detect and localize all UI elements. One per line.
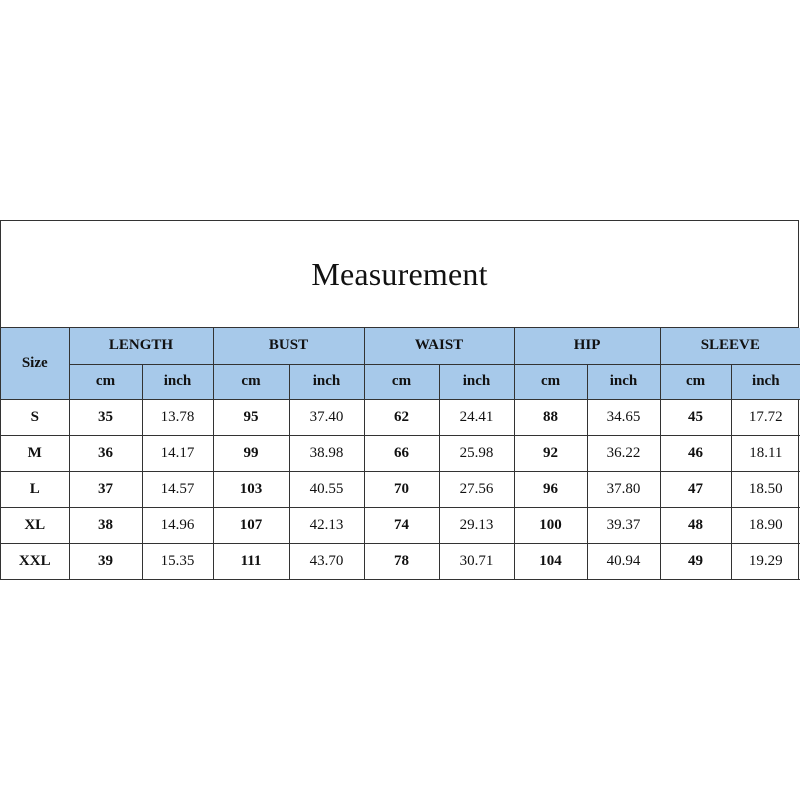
cell-cm: 88 bbox=[514, 399, 587, 435]
cell-cm: 66 bbox=[364, 435, 439, 471]
cell-inch: 15.35 bbox=[142, 543, 213, 579]
cell-inch: 38.98 bbox=[289, 435, 364, 471]
cell-inch: 29.13 bbox=[439, 507, 514, 543]
chart-title: Measurement bbox=[311, 255, 488, 292]
cell-inch: 19.29 bbox=[731, 543, 800, 579]
header-row-groups bbox=[1, 328, 800, 364]
cell-cm: 100 bbox=[514, 507, 587, 543]
cell-inch: 37.40 bbox=[289, 399, 364, 435]
cell-cm: 48 bbox=[660, 507, 731, 543]
group-header-hip: HIP bbox=[514, 328, 660, 364]
cell-inch: 37.80 bbox=[587, 471, 660, 507]
cell-inch: 40.55 bbox=[289, 471, 364, 507]
group-header-bust: BUST bbox=[213, 328, 364, 364]
header-row-units bbox=[1, 364, 800, 399]
unit-cm-header: cm bbox=[364, 364, 439, 399]
cell-cm: 107 bbox=[213, 507, 289, 543]
unit-cm-header: cm bbox=[514, 364, 587, 399]
size-cell: L bbox=[1, 471, 69, 507]
cell-cm: 74 bbox=[364, 507, 439, 543]
cell-cm: 47 bbox=[660, 471, 731, 507]
measurement-table bbox=[1, 328, 800, 580]
cell-inch: 34.65 bbox=[587, 399, 660, 435]
cell-cm: 96 bbox=[514, 471, 587, 507]
cell-cm: 37 bbox=[69, 471, 142, 507]
table-row bbox=[1, 543, 800, 579]
size-cell: M bbox=[1, 435, 69, 471]
table-row bbox=[1, 399, 800, 435]
cell-inch: 18.11 bbox=[731, 435, 800, 471]
cell-cm: 92 bbox=[514, 435, 587, 471]
cell-inch: 36.22 bbox=[587, 435, 660, 471]
cell-inch: 39.37 bbox=[587, 507, 660, 543]
table-row bbox=[1, 435, 800, 471]
size-header: Size bbox=[1, 328, 69, 399]
cell-inch: 18.90 bbox=[731, 507, 800, 543]
cell-cm: 62 bbox=[364, 399, 439, 435]
size-cell: XXL bbox=[1, 543, 69, 579]
table-header bbox=[1, 328, 800, 399]
unit-cm-header: cm bbox=[69, 364, 142, 399]
unit-inch-header: inch bbox=[587, 364, 660, 399]
cell-inch: 42.13 bbox=[289, 507, 364, 543]
group-header-waist: WAIST bbox=[364, 328, 514, 364]
cell-cm: 111 bbox=[213, 543, 289, 579]
cell-cm: 95 bbox=[213, 399, 289, 435]
cell-inch: 14.96 bbox=[142, 507, 213, 543]
cell-cm: 99 bbox=[213, 435, 289, 471]
title-box bbox=[1, 221, 798, 328]
size-chart bbox=[0, 220, 799, 580]
size-cell: S bbox=[1, 399, 69, 435]
cell-cm: 45 bbox=[660, 399, 731, 435]
unit-inch-header: inch bbox=[142, 364, 213, 399]
cell-inch: 14.17 bbox=[142, 435, 213, 471]
unit-inch-header: inch bbox=[731, 364, 800, 399]
table-row bbox=[1, 471, 800, 507]
cell-cm: 36 bbox=[69, 435, 142, 471]
table-body bbox=[1, 399, 800, 579]
table-row bbox=[1, 507, 800, 543]
cell-cm: 46 bbox=[660, 435, 731, 471]
unit-cm-header: cm bbox=[660, 364, 731, 399]
cell-cm: 38 bbox=[69, 507, 142, 543]
cell-inch: 17.72 bbox=[731, 399, 800, 435]
cell-inch: 24.41 bbox=[439, 399, 514, 435]
cell-inch: 43.70 bbox=[289, 543, 364, 579]
cell-cm: 35 bbox=[69, 399, 142, 435]
cell-inch: 14.57 bbox=[142, 471, 213, 507]
unit-inch-header: inch bbox=[289, 364, 364, 399]
cell-cm: 78 bbox=[364, 543, 439, 579]
cell-cm: 39 bbox=[69, 543, 142, 579]
cell-inch: 40.94 bbox=[587, 543, 660, 579]
cell-inch: 25.98 bbox=[439, 435, 514, 471]
cell-cm: 49 bbox=[660, 543, 731, 579]
cell-inch: 18.50 bbox=[731, 471, 800, 507]
unit-cm-header: cm bbox=[213, 364, 289, 399]
cell-inch: 27.56 bbox=[439, 471, 514, 507]
size-cell: XL bbox=[1, 507, 69, 543]
cell-cm: 104 bbox=[514, 543, 587, 579]
unit-inch-header: inch bbox=[439, 364, 514, 399]
group-header-sleeve: SLEEVE bbox=[660, 328, 800, 364]
cell-inch: 13.78 bbox=[142, 399, 213, 435]
group-header-length: LENGTH bbox=[69, 328, 213, 364]
cell-cm: 70 bbox=[364, 471, 439, 507]
cell-cm: 103 bbox=[213, 471, 289, 507]
cell-inch: 30.71 bbox=[439, 543, 514, 579]
